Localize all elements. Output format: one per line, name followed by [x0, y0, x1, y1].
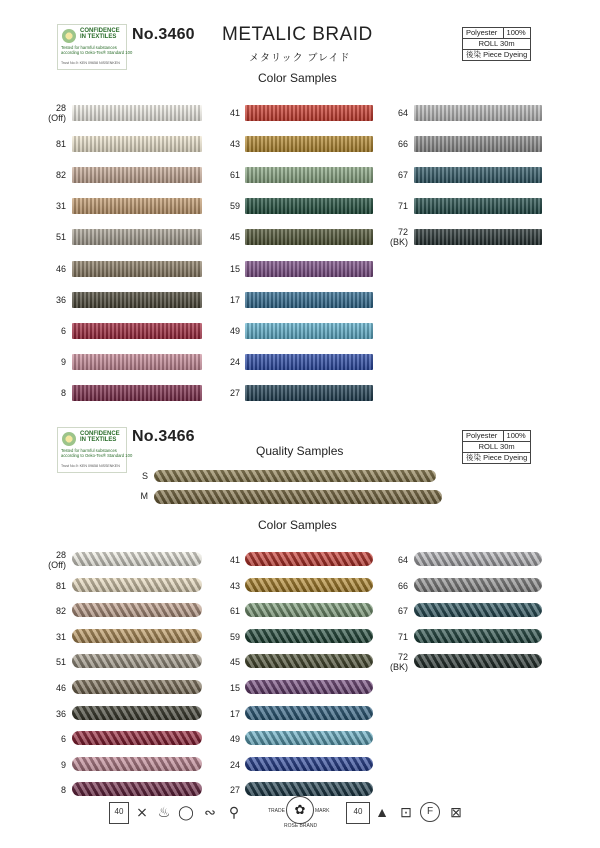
- sample-label: [46, 683, 66, 693]
- sample-code: 67: [397, 606, 408, 617]
- sample-label: [46, 232, 66, 242]
- color-swatch: [245, 105, 373, 121]
- badge-line5: Trust No.9: KEN 09658 NISSENKEN: [61, 61, 120, 65]
- color-swatch: [72, 323, 202, 339]
- spec-dye: 後染 Piece Dyeing: [463, 50, 531, 61]
- color-swatch: [245, 680, 373, 694]
- sample-code: 72: [397, 227, 408, 238]
- color-swatch: [72, 198, 202, 214]
- no-tumble-icon: ⊠: [450, 804, 462, 820]
- color-swatch: [72, 706, 202, 720]
- spec-material: Polyester: [463, 28, 504, 39]
- sample-label: [388, 139, 408, 149]
- color-swatch: [72, 731, 202, 745]
- sample-code: 66: [397, 580, 408, 591]
- color-swatch: [245, 261, 373, 277]
- sample-note: (Off): [48, 560, 66, 570]
- color-swatch: [245, 757, 373, 771]
- sample-code: 6: [60, 325, 66, 336]
- sample-code: 81: [55, 580, 66, 591]
- sample-label: [388, 227, 408, 247]
- badge-line4: according to Oeko-Tex® Standard 100: [61, 453, 133, 458]
- color-swatch: [245, 167, 373, 183]
- sample-code: 15: [229, 263, 240, 274]
- color-swatch: [245, 629, 373, 643]
- color-swatch: [245, 782, 373, 796]
- sample-label: [46, 357, 66, 367]
- color-swatch: [72, 680, 202, 694]
- sample-code: 82: [55, 170, 66, 181]
- color-swatch: [72, 261, 202, 277]
- sample-label: [220, 734, 240, 744]
- sample-label: [220, 108, 240, 118]
- sample-label: [46, 632, 66, 642]
- quality-size-label: S: [141, 471, 148, 481]
- color-swatch: [245, 323, 373, 339]
- color-swatch: [414, 629, 542, 643]
- sample-code: 8: [60, 387, 66, 398]
- dryclean-f-icon: F: [420, 802, 440, 822]
- sample-label: [220, 170, 240, 180]
- no-bleach-icon: ⨯: [136, 804, 148, 820]
- sample-label: [46, 581, 66, 591]
- page-subtitle: メタリック ブレイド: [249, 53, 351, 64]
- color-swatch: [414, 105, 542, 121]
- sample-label: [220, 232, 240, 242]
- sample-code: 41: [229, 108, 240, 118]
- oeko-flower-icon: [62, 432, 76, 446]
- sample-label: [388, 606, 408, 616]
- section-heading: Color Samples: [258, 518, 337, 532]
- sample-code: 59: [229, 631, 240, 642]
- sample-code: 46: [55, 263, 66, 274]
- sample-code: 41: [229, 555, 240, 565]
- color-swatch: [414, 167, 542, 183]
- section-heading: Quality Samples: [256, 444, 344, 458]
- badge-line5: Trust No.9: KEN 09658 NISSENKEN: [61, 464, 120, 468]
- sample-code: 64: [397, 108, 408, 118]
- spec-roll: ROLL 30m: [463, 39, 531, 50]
- sample-label: [388, 581, 408, 591]
- section-heading: Color Samples: [258, 71, 337, 85]
- color-swatch: [245, 552, 373, 566]
- sample-label: [220, 295, 240, 305]
- sample-label: [46, 264, 66, 274]
- badge-line1: CONFIDENCE: [80, 28, 120, 34]
- sample-code: 9: [60, 759, 66, 770]
- sample-code: 81: [55, 139, 66, 150]
- sample-code: 59: [229, 201, 240, 212]
- spec-roll: ROLL 30m: [463, 442, 531, 453]
- sample-code: 43: [229, 139, 240, 150]
- spec-dye: 後染 Piece Dyeing: [463, 453, 531, 464]
- color-swatch: [72, 654, 202, 668]
- sample-label: [46, 201, 66, 211]
- sample-label: [220, 683, 240, 693]
- color-swatch: [245, 578, 373, 592]
- page-title: METALIC BRAID: [222, 24, 373, 45]
- sample-code: 61: [229, 170, 240, 181]
- badge-line2: IN TEXTILES: [80, 34, 117, 40]
- sample-label: [220, 139, 240, 149]
- sample-code: 8: [60, 785, 66, 796]
- sample-code: 31: [55, 201, 66, 212]
- spec-percent: 100%: [503, 431, 531, 442]
- trademark-left: TRADE: [268, 808, 285, 814]
- no-chlorine-icon: ▲: [375, 804, 389, 820]
- color-swatch: [414, 136, 542, 152]
- sample-label: [388, 170, 408, 180]
- shirt-icon: ⚲: [228, 804, 240, 820]
- sample-label: [220, 201, 240, 211]
- sample-code: 24: [229, 759, 240, 770]
- oeko-tex-badge: [57, 24, 133, 70]
- color-swatch: [72, 629, 202, 643]
- sample-label: [46, 326, 66, 336]
- badge-line2: IN TEXTILES: [80, 437, 117, 443]
- color-swatch: [414, 578, 542, 592]
- color-swatch: [72, 552, 202, 566]
- sample-label: [220, 760, 240, 770]
- sample-label: [46, 550, 66, 570]
- sample-code: 45: [229, 657, 240, 668]
- sample-label: [46, 103, 66, 123]
- color-swatch: [72, 292, 202, 308]
- sample-label: [220, 606, 240, 616]
- wash-tub-icon: 40: [109, 802, 129, 824]
- color-swatch: [245, 354, 373, 370]
- sample-code: 27: [229, 387, 240, 398]
- quality-swatch: [154, 490, 442, 504]
- sample-label: [388, 652, 408, 672]
- color-swatch: [245, 229, 373, 245]
- sample-code: 66: [397, 139, 408, 150]
- sample-label: [46, 709, 66, 719]
- color-swatch: [72, 229, 202, 245]
- wash-40-icon: 40: [346, 802, 370, 824]
- sample-label: [220, 555, 240, 565]
- sample-code: 43: [229, 580, 240, 591]
- sample-code: 51: [55, 232, 66, 243]
- sample-label: [46, 760, 66, 770]
- quality-swatch: [154, 470, 436, 482]
- sample-code: 49: [229, 734, 240, 745]
- sample-label: [220, 264, 240, 274]
- sample-code: 17: [229, 294, 240, 305]
- sample-code: 45: [229, 232, 240, 243]
- sample-label: [388, 555, 408, 565]
- sample-label: [220, 326, 240, 336]
- sample-label: [220, 657, 240, 667]
- sample-label: [46, 295, 66, 305]
- sample-label: [388, 201, 408, 211]
- dryclean-icon: ◯: [178, 804, 194, 820]
- color-swatch: [245, 731, 373, 745]
- sample-label: [220, 357, 240, 367]
- sample-label: [220, 581, 240, 591]
- color-swatch: [245, 654, 373, 668]
- color-swatch: [245, 603, 373, 617]
- sample-label: [220, 388, 240, 398]
- sample-note: (BK): [390, 237, 408, 248]
- sample-label: [46, 606, 66, 616]
- sample-label: [220, 785, 240, 795]
- color-swatch: [245, 198, 373, 214]
- sample-code: 61: [229, 606, 240, 617]
- spec-percent: 100%: [503, 28, 531, 39]
- product-number: No.3460: [132, 26, 195, 43]
- sample-code: 17: [229, 708, 240, 719]
- sample-code: 49: [229, 325, 240, 336]
- sample-code: 67: [397, 170, 408, 181]
- color-swatch: [72, 105, 202, 121]
- color-swatch: [414, 552, 542, 566]
- sample-label: [46, 785, 66, 795]
- oeko-tex-badge: [57, 427, 133, 473]
- spec-table: [462, 430, 531, 464]
- sample-label: [46, 139, 66, 149]
- sample-code: 82: [55, 606, 66, 617]
- color-swatch: [414, 229, 542, 245]
- spec-material: Polyester: [463, 431, 504, 442]
- color-swatch: [72, 167, 202, 183]
- badge-line4: according to Oeko-Tex® Standard 100: [61, 50, 133, 55]
- sample-label: [220, 632, 240, 642]
- sample-code: 28: [55, 550, 66, 560]
- tumble-dry-icon: ⊡: [400, 804, 412, 820]
- product-number: No.3466: [132, 428, 195, 445]
- sample-code: 46: [55, 683, 66, 693]
- quality-size-label: M: [140, 491, 148, 501]
- sample-code: 51: [55, 657, 66, 668]
- oeko-flower-icon: [62, 29, 76, 43]
- trademark-right: MARK: [315, 808, 330, 814]
- sample-label: [220, 709, 240, 719]
- color-swatch: [72, 603, 202, 617]
- color-swatch: [72, 354, 202, 370]
- sample-note: (Off): [48, 113, 66, 123]
- sample-code: 31: [55, 631, 66, 642]
- color-swatch: [72, 385, 202, 401]
- sample-code: 72: [397, 652, 408, 663]
- brand-name: ROSE BRAND: [284, 823, 318, 829]
- sample-code: 9: [60, 356, 66, 367]
- badge-line1: CONFIDENCE: [80, 431, 120, 437]
- sample-label: [46, 388, 66, 398]
- sample-label: [46, 657, 66, 667]
- color-swatch: [72, 782, 202, 796]
- color-swatch: [245, 292, 373, 308]
- badge-line3: Tested for harmful substances: [61, 45, 117, 50]
- sample-code: 71: [397, 201, 408, 212]
- color-swatch: [414, 654, 542, 668]
- sample-label: [388, 108, 408, 118]
- color-swatch: [245, 136, 373, 152]
- sample-code: 28: [55, 103, 66, 113]
- sample-code: 71: [397, 631, 408, 642]
- sample-code: 6: [60, 734, 66, 745]
- color-swatch: [245, 385, 373, 401]
- sample-label: [46, 170, 66, 180]
- twist-icon: ∾: [204, 804, 216, 820]
- sample-code: 15: [229, 683, 240, 693]
- iron-low-icon: ♨: [157, 804, 171, 820]
- color-swatch: [72, 136, 202, 152]
- color-swatch: [414, 603, 542, 617]
- color-swatch: [72, 757, 202, 771]
- sample-label: [46, 734, 66, 744]
- spec-table: [462, 27, 531, 61]
- color-swatch: [245, 706, 373, 720]
- sample-code: 24: [229, 356, 240, 367]
- sample-label: [388, 632, 408, 642]
- sample-code: 36: [55, 294, 66, 305]
- badge-line3: Tested for harmful substances: [61, 448, 117, 453]
- color-swatch: [72, 578, 202, 592]
- rose-logo-icon: ✿: [286, 796, 314, 824]
- sample-note: (BK): [390, 662, 408, 673]
- sample-code: 64: [397, 555, 408, 565]
- sample-code: 27: [229, 785, 240, 796]
- color-swatch: [414, 198, 542, 214]
- sample-code: 36: [55, 708, 66, 719]
